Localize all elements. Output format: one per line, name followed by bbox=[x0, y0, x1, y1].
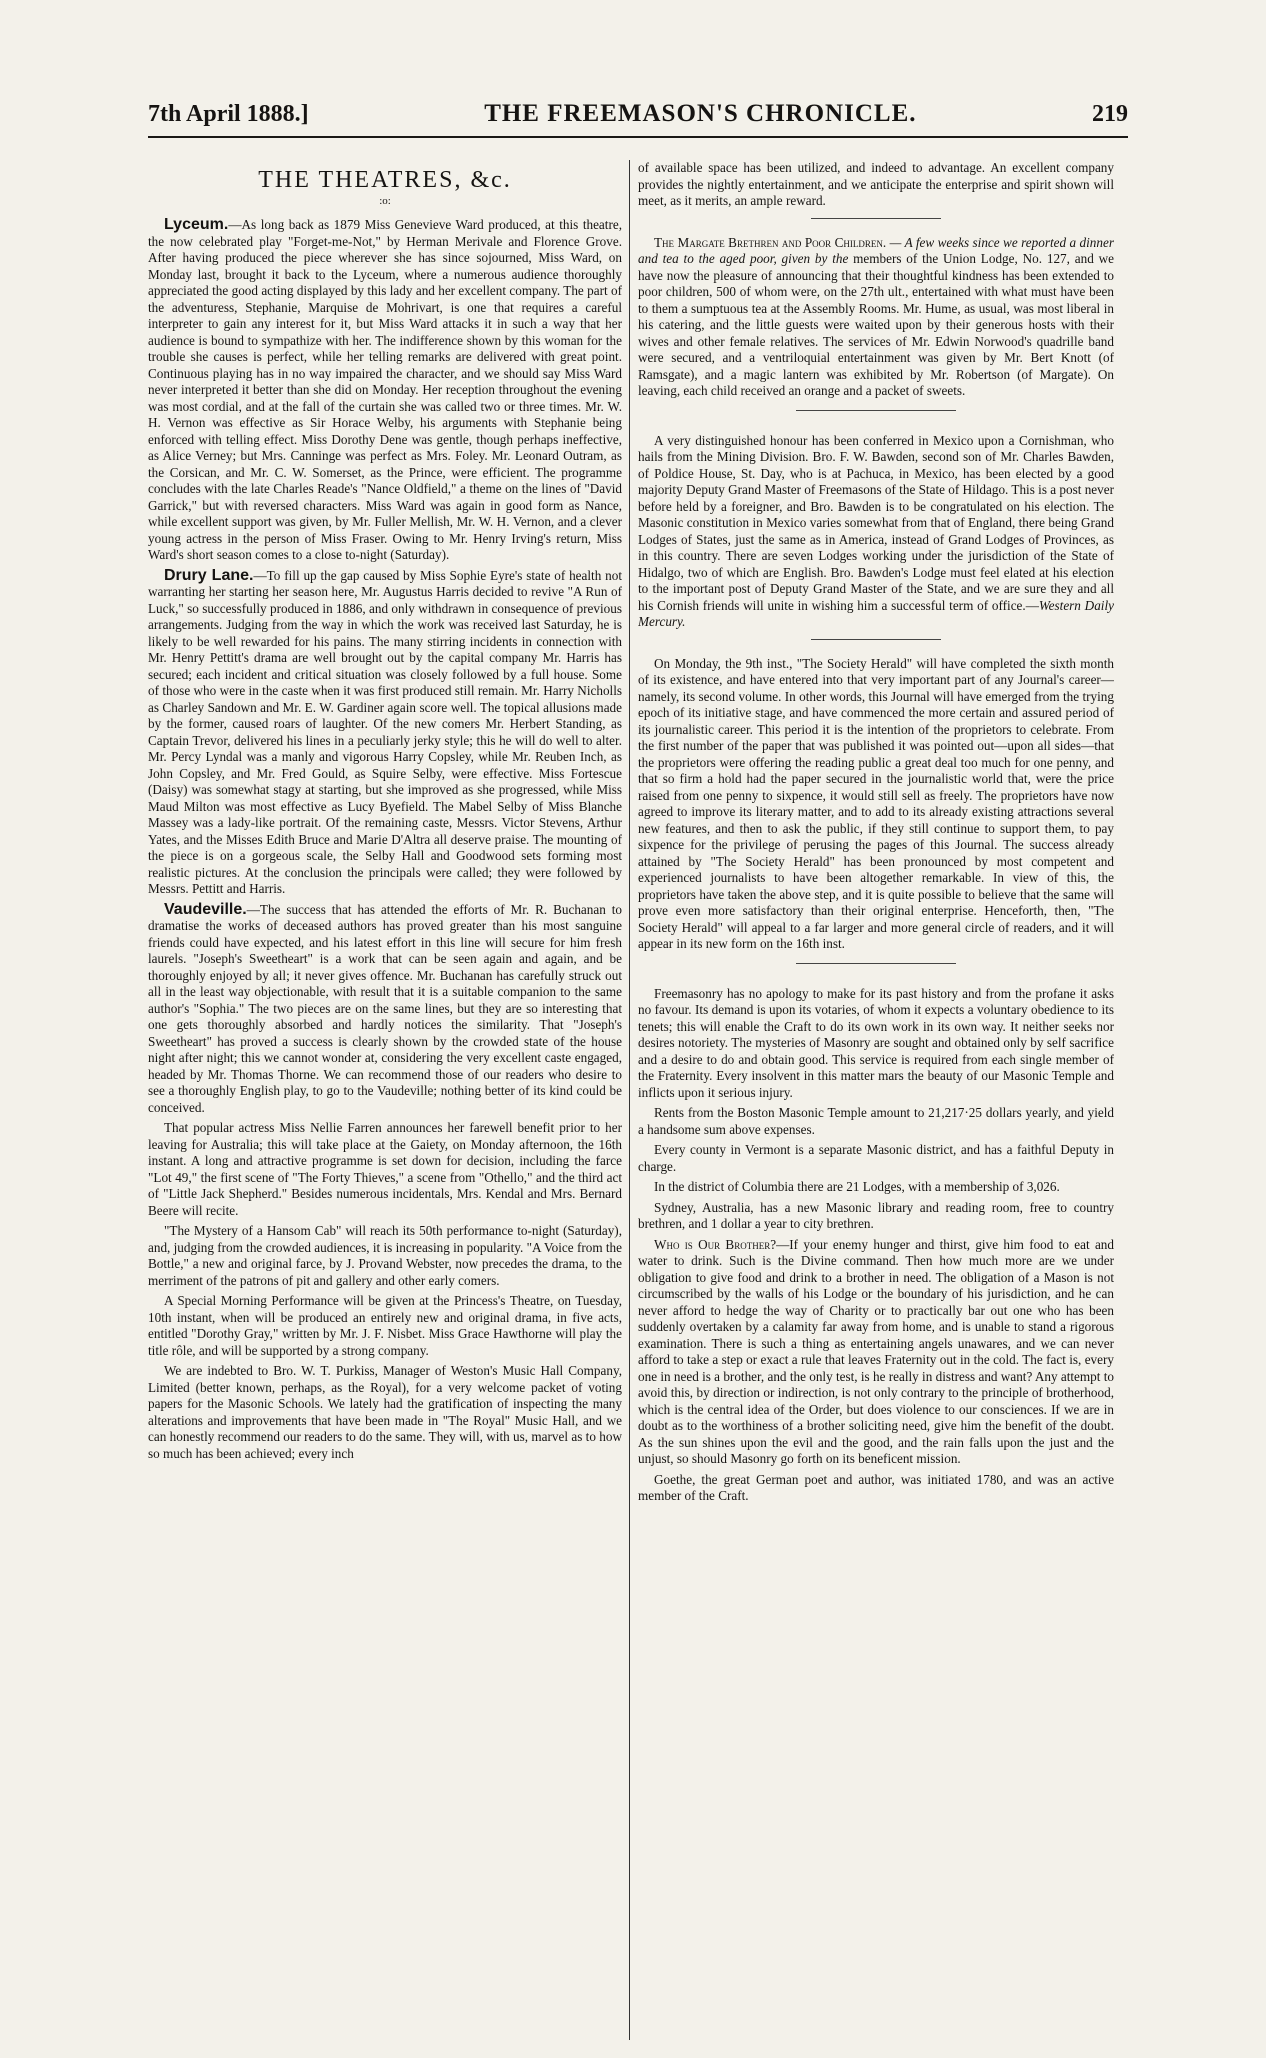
westons-music-hall-paragraph: We are indebted to Bro. W. T. Purkiss, Manager of Weston's Music Hall Company, Limited (better known, perhaps, as the Royal), for a very welcome packet of voting papers for the Masonic Schools. We lately had the gratification of inspecting the many alterations and improvements that have been made in "The Royal" Music Hall, and we can honestly recommend our readers to do the same. They will, with us, marvel as to how so much has been achieved; every inch bbox=[148, 1363, 622, 1461]
sydney-paragraph: Sydney, Australia, has a new Masonic library and reading room, free to country brethren, and 1 dollar a year to city brethren. bbox=[638, 1199, 1114, 1231]
vermont-paragraph: Every county in Vermont is a separate Masonic district, and has a faithful Deputy in charge. bbox=[638, 1142, 1114, 1174]
vaudeville-article bbox=[148, 902, 622, 1117]
page-number: 219 bbox=[1092, 101, 1128, 127]
our-brother-heading: Who is Our Brother? bbox=[654, 1236, 777, 1252]
our-brother-article bbox=[638, 1237, 1114, 1468]
farren-paragraph: That popular actress Miss Nellie Farren announces her farewell benefit prior to her leaving for Australia; this will take place at the Gaiety, on Monday afternoon, the 16th instant. A long and attractive programme is set down for decision, including the farce "Lot 49," the first scene of "The Forty Thieves," a scene from "Othello," and the third act of "Little Jack Shepherd." Besides numerous incidentals, Mrs. Kendal and Mrs. Bernard Beere will recite. bbox=[148, 1120, 622, 1218]
drury-lane-heading: Drury Lane. bbox=[164, 566, 254, 584]
column-rule bbox=[629, 160, 630, 2040]
separator-rule bbox=[811, 218, 941, 219]
society-herald-article: On Monday, the 9th inst., "The Society Herald" will have completed the sixth month of its existence, and have entered into that very important part of any Journal's career—namely, its second volume. In other words, this Journal will have emerged from the trying epoch of its initiative stage, and have commenced the more certain and assured period of its journalistic career. This period it is the intention of the proprietors to celebrate. From the first number of the paper that was published it was pointed out—upon all sides—that the proprietors were offering the reading public a great deal too much for one penny, and that so firm a hold had the paper secured in the journalistic world that, were the price raised from one penny to sixpence, it would still sell as freely. The proprietors have now agreed to improve its literary matter, and to add to its already existing attractions several new features, and then to ask the public, if they still continue to support them, to pay sixpence for the privilege of perusing the pages of this Journal. The success already attained by "The Society Herald" has been pronounced by most competent and experienced journalists to have been altogether remarkable. In view of this, the proprietors have taken the above step, and it is quite possible to believe that the same will prove even more satisfactory than their original enterprise. Henceforth, then, "The Society Herald" will appeal to a far larger and more general circle of readers, and it will appear in its new form on the 16th inst. bbox=[638, 655, 1114, 951]
vaudeville-heading: Vaudeville. bbox=[164, 900, 247, 918]
lyceum-text: —As long back as 1879 Miss Genevieve Ward produced, at this theatre, the now celebrated play "Forget-me-Not," by Herman Merivale and Florence Grove. After having produced the piece wherever she has since sojourned, Miss Ward, on Monday last, brought it back to the Lyceum, where a numerous audience thoroughly appreciated the good acting displayed by this lady and her excellent company. The part of the adventuress, Stephanie, Marquise de Mohrivart, is one that requires a careful interpreter to gain any interest for it, but Miss Ward attacks it in such a way that her audience is bound to sympathize with her. The indifference shown by this woman for the trouble she causes is perfect, while her telling remarks are delivered with great point. Continuous playing has in no way impaired the character, and we should say Miss Ward never interpreted it better than she did on Monday. Her reception throughout the evening was most cordial, and at the fall of the curtain she was called two or three times. Mr. W. H. Vernon was effective as Sir Horace Welby, his arguments with Stephanie being enforced with telling effect. Miss Dorothy Dene was gentle, though perhaps ineffective, as Alice Verney; but Mrs. Canninge was perfect as Mrs. Foley. Mr. Leonard Outram, as the Corsican, and Mr. C. W. Somerset, as the Prince, were efficient. The programme concludes with the late Charles Reade's "Nance Oldfield," a theme on the lines of "David Garrick," but with reversed characters. Miss Ward was again in good form as Nance, while excellent support was given, by Mr. Fuller Mellish, Mr. W. H. Vernon, and a clever young actress in the person of Miss Fraser. Owing to Mr. Henry Irving's return, Miss Ward's short season comes to a close to-night (Saturday). bbox=[148, 217, 622, 562]
apology-paragraph: Freemasonry has no apology to make for its past history and from the profane it asks no favour. Its demand is upon its votaries, of whom it expects a voluntary obedience to its tenets; this will enable the Craft to do its own work in its own way. It neither seeks nor desires notoriety. The mysteries of Masonry are sought and obtained only by self sacrifice and a desire to do and obtain good. This service is required from each single member of the Fraternity. Every insolvent in this matter mars the beauty of our Masonic Temple and inflicts upon it serious injury. bbox=[638, 985, 1114, 1100]
margate-article bbox=[638, 235, 1114, 400]
lyceum-heading: Lyceum. bbox=[164, 216, 229, 233]
hansom-cab-paragraph: "The Mystery of a Hansom Cab" will reach its 50th performance to-night (Saturday), and, judging from the crowded audiences, it is increasing in popularity. "A Voice from the Bottle," a new and original farce, by J. Provand Webster, now precedes the drama, to the merriment of the patrons of pit and gallery and other early comers. bbox=[148, 1223, 622, 1288]
lyceum-article bbox=[148, 217, 622, 564]
margate-heading: The Margate Brethren and Poor Children. bbox=[654, 234, 887, 250]
separator-rule bbox=[796, 410, 956, 411]
separator-rule bbox=[796, 963, 956, 964]
right-column bbox=[638, 160, 1114, 2040]
continuation-paragraph: of available space has been utilized, and indeed to advantage. An excellent company provides the nightly entertainment, and we anticipate the enterprise and spirit shown will meet, as it merits, an ample reward. bbox=[638, 160, 1114, 208]
columbia-paragraph: In the district of Columbia there are 21 Lodges, with a membership of 3,026. bbox=[654, 1179, 1060, 1194]
section-title: THE THEATRES, &c. bbox=[258, 167, 512, 193]
left-column bbox=[148, 160, 622, 2040]
issue-date: 7th April 1888.] bbox=[148, 101, 309, 127]
margate-italic-text: — A few weeks since we reported a dinner and tea to the aged poor, given by the bbox=[638, 234, 1114, 266]
vaudeville-text: —The success that has attended the efforts of Mr. R. Buchanan to dramatise the works of deceased authors has proved greater than his most sanguine friends could have expected, and his latest effort in this line will secure for him fresh laurels. "Joseph's Sweetheart" is a work that can be seen again and again, and be thoroughly enjoyed by all; it never gives offence. Mr. Buchanan has carefully struck out all in the least way objectionable, with result that it is a suitable companion to the same author's "Sophia." The two pieces are on the same lines, but they are so interesting that one gets thoroughly absorbed and hardly notices the similarity. That "Joseph's Sweetheart" has proved a success is clearly shown by the crowded state of the house night after night; this we cannot wonder at, considering the very excellent caste engaged, headed by Mr. Thomas Thorne. We can recommend those of our readers who desire to see a thoroughly English play, to go to the Vaudeville; nothing better of its kind could be conceived. bbox=[148, 901, 622, 1115]
princess-theatre-paragraph: A Special Morning Performance will be given at the Princess's Theatre, on Tuesday, 10th instant, when will be produced an entirely new and original drama, in five acts, entitled "Dorothy Gray," written by Mr. J. F. Nisbet. Miss Grace Hawthorne will play the title rôle, and will be supported by a strong company. bbox=[148, 1293, 622, 1358]
drury-lane-article bbox=[148, 568, 622, 898]
margate-text: members of the Union Lodge, No. 127, and we have now the pleasure of announcing that their thoughtful kindness has been extended to poor children, 500 of whom were, on the 27th ult., entertained with what must have been to them a sumptuous tea at the Assembly Rooms. Mr. Hume, as usual, was most liberal in his catering, and the little guests were waited upon by their generous hosts with their wives and other female relatives. The services of Mr. Edwin Norwood's quadrille band were secured, and a ventriloquial entertainment was given by Mr. Bert Knott (of Ramsgate), and a magic lantern was exhibited by Mr. Robertson (of Margate). On leaving, each child received an orange and a packet of sweets. bbox=[638, 251, 1114, 398]
separator-rule bbox=[811, 639, 941, 640]
publication-title: THE FREEMASON'S CHRONICLE. bbox=[484, 100, 917, 127]
mexico-article bbox=[638, 433, 1114, 631]
goethe-paragraph: Goethe, the great German poet and author, was initiated 1780, and was an active member of the Craft. bbox=[638, 1471, 1114, 1503]
boston-paragraph: Rents from the Boston Masonic Temple amount to 21,217·25 dollars yearly, and yield a handsome sum above expenses. bbox=[638, 1105, 1114, 1137]
drury-lane-text: —To fill up the gap caused by Miss Sophie Eyre's state of health not warranting her starting her season here, Mr. Augustus Harris decided to revive "A Run of Luck," so successfully produced in 1886, and only withdrawn in consequence of previous arrangements. Judging from the way in which the work was received last Saturday, he is likely to be well rewarded for his pains. The many stirring incidents in connection with Mr. Henry Pettitt's drama are well brought out by the capital company Mr. Harris has secured; each incident and critical situation was closely followed by a full house. Some of those who were in the caste when it was first produced still remain. Mr. Harry Nicholls as Charley Sandown and Mr. E. W. Gardiner again score well. The topical allusions made by the former, caused roars of laughter. Of the new comers Mr. Herbert Standing, as Captain Trevor, delivered his lines in a peculiarly jerky style; this he will do well to alter. Mr. Percy Lyndal was a manly and vigorous Harry Copsley, while Mr. Reuben Inch, as John Copsley, and Mr. Fred Gould, as Squire Selby, were effective. Miss Fortescue (Daisy) was somewhat stagy at starting, but she improved as she progressed, while Miss Maud Milton was most effective as Lucy Byefield. The Mabel Selby of Miss Blanche Massey was a lady-like portrait. Of the remaining caste, Messrs. Victor Stevens, Arthur Yates, and the Misses Edith Bruce and Marie D'Altra all deserve praise. The mounting of the piece is on a gorgeous scale, the Selby Hall and Goodwood sets forming most realistic pictures. At the conclusion the principals were called; they were followed by Messrs. Pettitt and Harris. bbox=[148, 567, 622, 896]
page-header bbox=[148, 100, 1128, 138]
mexico-text: A very distinguished honour has been conferred in Mexico upon a Cornishman, who hails from the Mining Division. Bro. F. W. Bawden, second son of Mr. Charles Bawden, of Poldice House, St. Day, who is at Pachuca, in Mexico, has been elected by a good majority Deputy Grand Master of Freemasons of the State of Hildago. This is a post never before held by a foreigner, and Bro. Bawden is to be congratulated on his election. The Masonic constitution in Mexico varies somewhat from that of England, there being Grand Lodges of States, just the same as in America, instead of Grand Lodges of Provinces, as in this country. There are seven Lodges working under the jurisdiction of the State of Hidalgo, two of which are English. Bro. Bawden's Lodge must feel elated at his election to the important post of Deputy Grand Master of the State, and we are sure they and all his Cornish friends will unite in wishing him a successful term of office.— bbox=[638, 432, 1114, 613]
section-ornament: :o: bbox=[379, 194, 391, 207]
mexico-source: Western Daily Mercury. bbox=[638, 597, 1114, 629]
our-brother-text: —If your enemy hunger and thirst, give him food to eat and water to drink. Such is the Divine command. Then how much more are we under obligation to give food and drink to a brother in need. The obligation of a Mason is not circumscribed by the walls of his Lodge or the boundary of his jurisdiction, and he can never afford to hedge the way of Charity or to practically bar out one who has been suddenly overtaken by a calamity far away from home, and is unable to stand a rigorous examination. There is such a thing as entertaining angels unawares, and we can never afford to take a step or exact a rule that leaves Fraternity out in the cold. The fact is, every one in need is a brother, and the only test, is he really in distress and want? Any attempt to avoid this, by direction or indirection, is not only contrary to the principle of brotherhood, which is the central idea of the Order, but does violence to our consciences. If we are in doubt as to the worthiness of a brother soliciting need, give him the benefit of the doubt. As the sun shines upon the evil and the good, and the rain falls upon the just and the unjust, so should Masonry go forth on its beneficent mission. bbox=[638, 1236, 1114, 1466]
